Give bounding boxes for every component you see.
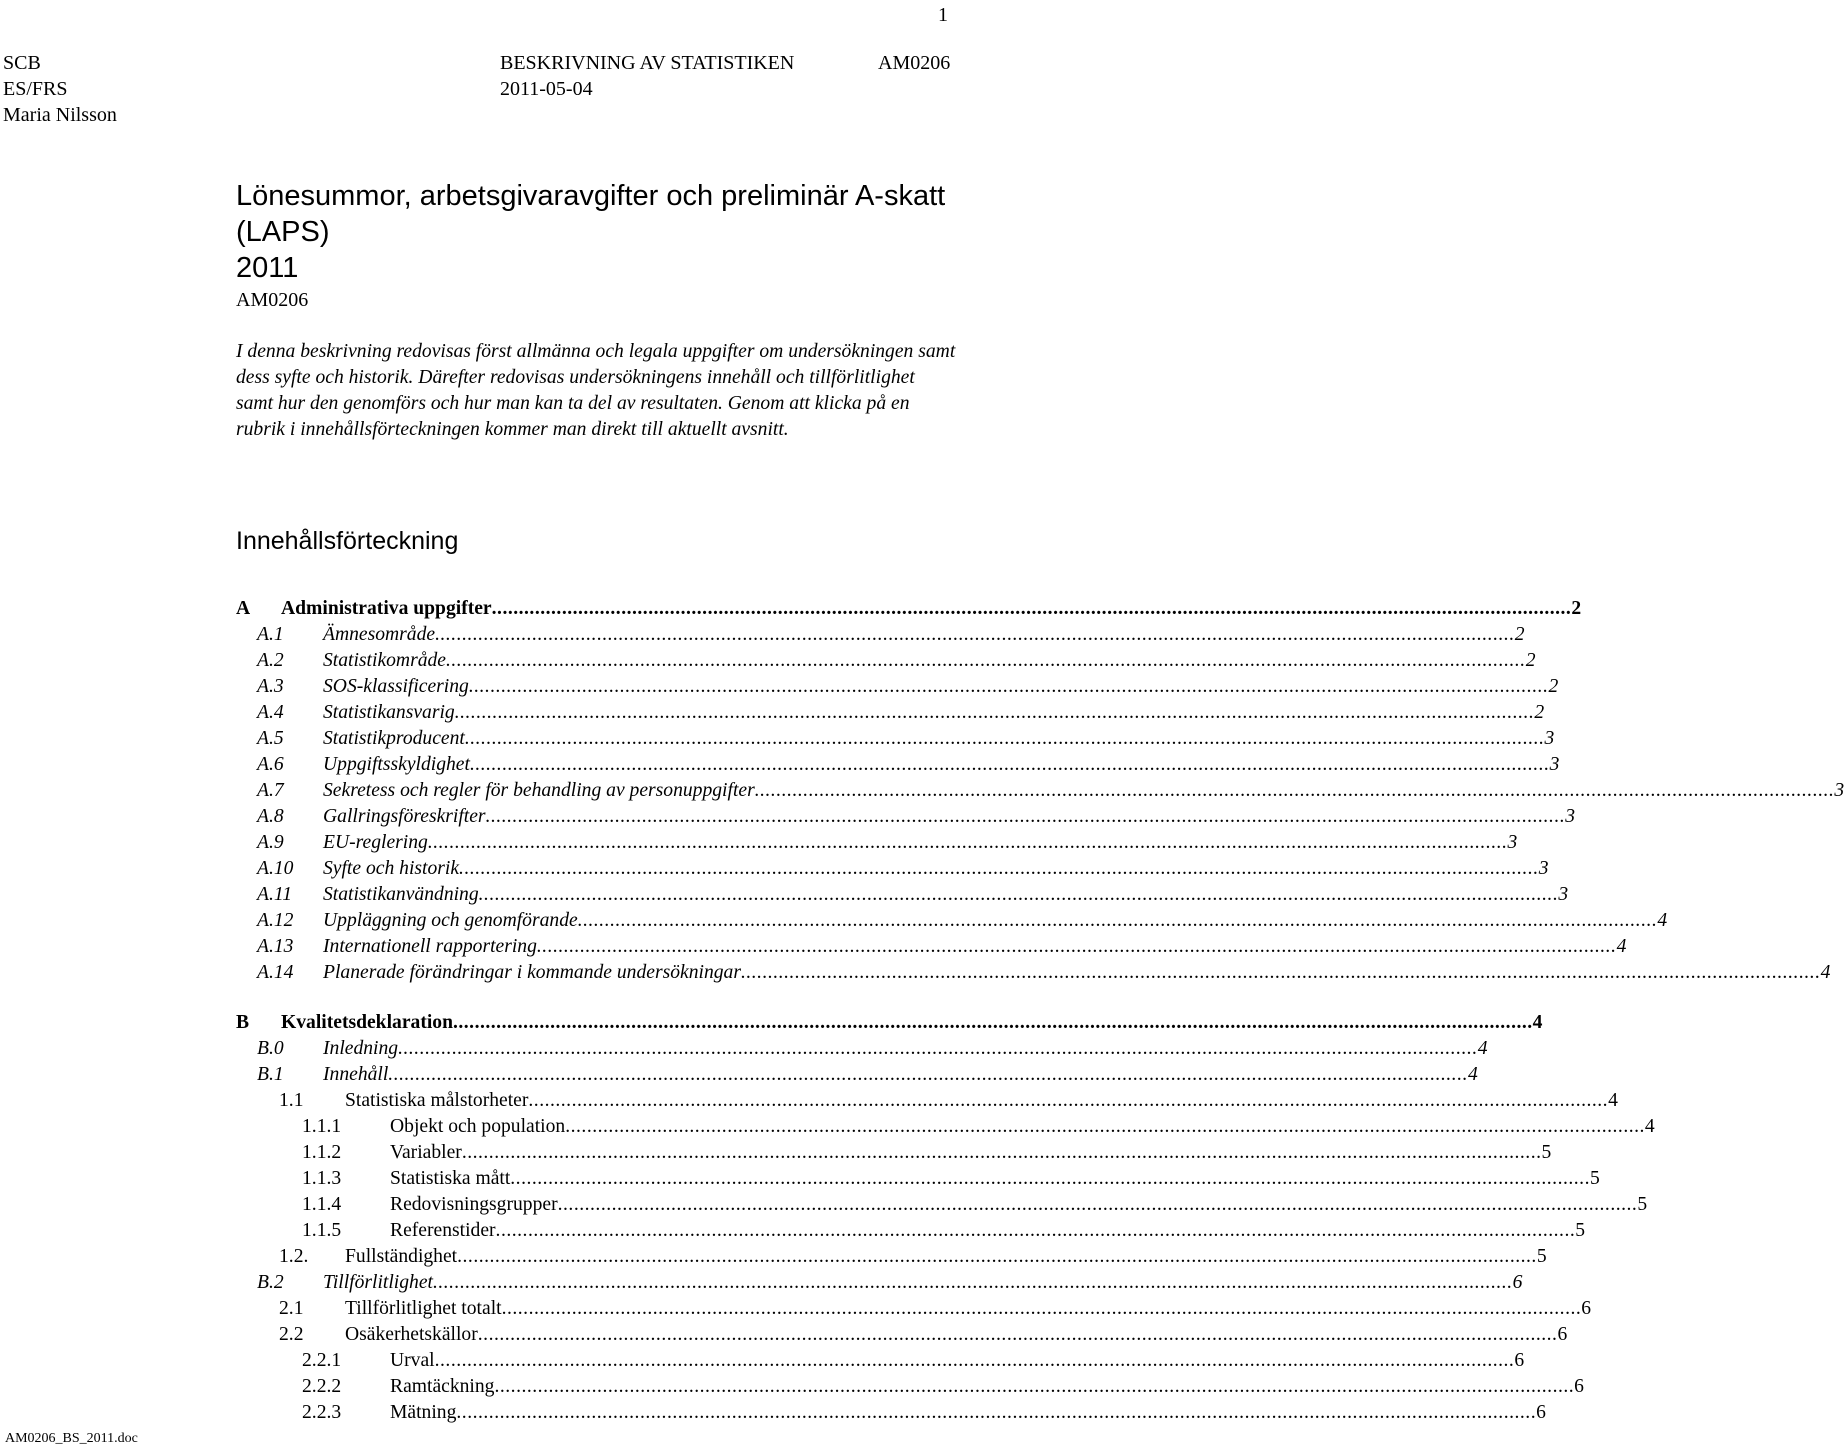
header-code: AM0206 <box>878 52 951 74</box>
toc-leader-dots: ........................................................................................................................................................................................................ <box>435 624 1515 645</box>
toc-entry[interactable] <box>257 1036 1488 1062</box>
toc-entry-number: A.11 <box>257 884 293 905</box>
toc-entry-number: 1.1.2 <box>302 1142 342 1163</box>
document-title: Lönesummor, arbetsgivaravgifter och preliminär A-skatt (LAPS) <box>236 180 946 248</box>
toc-entry[interactable] <box>257 700 1545 726</box>
toc-entry-number: A <box>236 598 251 619</box>
toc-entry-page: 5 <box>1536 1246 1547 1267</box>
toc-entry[interactable] <box>257 882 1569 908</box>
toc-entry-number: A.8 <box>257 806 284 827</box>
toc-entry-page: 2 <box>1514 624 1525 645</box>
toc-entry-label: EU-reglering <box>323 832 428 853</box>
toc-entry-page: 3 <box>1538 858 1549 879</box>
toc-entry-number: A.6 <box>257 754 284 775</box>
toc-entry-page: 5 <box>1637 1194 1648 1215</box>
toc-leader-dots: ........................................................................................................................................................................................................ <box>485 806 1566 827</box>
toc-entry-page: 4 <box>1657 910 1668 931</box>
toc-entry-page: 6 <box>1514 1350 1525 1371</box>
header-unit: ES/FRS <box>3 78 68 100</box>
toc-entry[interactable] <box>257 622 1525 648</box>
toc-entry-number: A.5 <box>257 728 284 749</box>
toc-entry-page: 6 <box>1557 1324 1568 1345</box>
toc-leader-dots: ........................................................................................................................................................................................................ <box>434 1350 1515 1371</box>
toc-entry-label: Tillförlitlighet totalt <box>345 1298 502 1319</box>
toc-entry-number: 1.2. <box>279 1246 309 1267</box>
toc-entry-page: 4 <box>1467 1064 1478 1085</box>
toc-entry-number: B.2 <box>257 1272 284 1293</box>
toc-entry-label: Inledning <box>323 1038 399 1059</box>
toc-entry-label: Innehåll <box>323 1064 389 1085</box>
toc-entry[interactable] <box>236 1010 1543 1036</box>
toc-entry[interactable] <box>257 830 1518 856</box>
toc-entry-page: 3 <box>1507 832 1518 853</box>
toc-entry[interactable] <box>257 752 1560 778</box>
toc-leader-dots: ........................................................................................................................................................................................................ <box>427 832 1508 853</box>
toc-leader-dots: ........................................................................................................................................................................................................ <box>388 1064 1468 1085</box>
toc-entry[interactable] <box>257 908 1668 934</box>
toc-leader-dots: ........................................................................................................................................................................................................ <box>468 676 1549 697</box>
toc-entry-number: A.12 <box>257 910 294 931</box>
toc-entry[interactable] <box>302 1114 1655 1140</box>
toc-entry-label: Administrativa uppgifter <box>281 598 492 619</box>
toc-entry-label: Statistikansvarig <box>323 702 455 723</box>
toc-entry-number: 1.1.5 <box>302 1220 342 1241</box>
toc-entry-label: Fullständighet <box>345 1246 458 1267</box>
toc-entry-label: Referenstider <box>390 1220 496 1241</box>
toc-entry[interactable] <box>279 1088 1618 1114</box>
document-year: 2011 <box>236 252 299 284</box>
toc-entry-label: Statistikområde <box>323 650 446 671</box>
toc-entry-number: 1.1.3 <box>302 1168 342 1189</box>
toc-entry-label: Syfte och historik <box>323 858 460 879</box>
toc-entry[interactable] <box>257 960 1831 986</box>
toc-entry-page: 4 <box>1532 1012 1543 1033</box>
toc-entry-number: 2.2.3 <box>302 1402 342 1423</box>
toc-entry[interactable] <box>302 1348 1525 1374</box>
toc-entry-label: Planerade förändringar i kommande undersökningar <box>323 962 741 983</box>
toc-entry-page: 4 <box>1644 1116 1655 1137</box>
toc-entry-number: A.7 <box>257 780 284 801</box>
toc-entry-number: B.1 <box>257 1064 284 1085</box>
toc-entry-page: 5 <box>1575 1220 1586 1241</box>
toc-leader-dots: ........................................................................................................................................................................................................ <box>432 1272 1513 1293</box>
toc-entry-page: 3 <box>1544 728 1555 749</box>
toc-entry-number: A.2 <box>257 650 284 671</box>
toc-entry-number: 1.1.1 <box>302 1116 342 1137</box>
toc-entry-number: A.13 <box>257 936 294 957</box>
toc-leader-dots: ........................................................................................................................................................................................................ <box>457 1246 1537 1267</box>
toc-entry[interactable] <box>257 1062 1478 1088</box>
toc-leader-dots: ........................................................................................................................................................................................................ <box>557 1194 1638 1215</box>
toc-entry[interactable] <box>302 1140 1552 1166</box>
toc-leader-dots: ........................................................................................................................................................................................................ <box>501 1298 1582 1319</box>
toc-entry-page: 5 <box>1589 1168 1600 1189</box>
toc-entry-page: 3 <box>1565 806 1576 827</box>
intro-paragraph: I denna beskrivning redovisas först allmänna och legala uppgifter om undersökningen samt dess syfte och historik. Därefter redovisas undersökningens innehåll och tillförlitlighet samt hur den genomförs och hur man kan ta del av resultaten. Genom att klicka på en rubrik i innehållsförteckningen kommer man direkt till aktuellt avsnitt. <box>236 341 956 440</box>
toc-entry[interactable] <box>257 804 1576 830</box>
toc-entry[interactable] <box>236 596 1582 622</box>
toc-entry-number: A.9 <box>257 832 284 853</box>
toc-leader-dots: ........................................................................................................................................................................................................ <box>464 728 1545 749</box>
toc-leader-dots: ........................................................................................................................................................................................................ <box>456 1402 1537 1423</box>
toc-entry-page: 6 <box>1536 1402 1546 1423</box>
toc-heading: Innehållsförteckning <box>236 527 459 555</box>
toc-entry-page: 2 <box>1571 598 1582 619</box>
toc-entry-label: Urval <box>390 1350 435 1371</box>
toc-entry-label: Kvalitetsdeklaration <box>281 1012 453 1033</box>
header-date: 2011-05-04 <box>500 78 593 100</box>
toc-entry-number: 2.2 <box>279 1324 304 1345</box>
toc-entry-label: Ramtäckning <box>390 1376 495 1397</box>
toc-entry[interactable] <box>257 1270 1523 1296</box>
document-code: AM0206 <box>236 289 309 311</box>
toc-entry-page: 6 <box>1581 1298 1592 1319</box>
toc-entry-number: A.14 <box>257 962 294 983</box>
toc-leader-dots: ........................................................................................................................................................................................................ <box>494 1376 1575 1397</box>
toc-entry-label: Uppgiftsskyldighet <box>323 754 470 775</box>
toc-entry[interactable] <box>279 1296 1592 1322</box>
toc-entry-number: A.1 <box>257 624 284 645</box>
toc-entry[interactable] <box>302 1192 1648 1218</box>
toc-entry[interactable] <box>279 1244 1547 1270</box>
toc-entry-page: 4 <box>1820 962 1831 983</box>
toc-leader-dots: ........................................................................................................................................................................................................ <box>536 936 1617 957</box>
toc-entry-label: Ämnesområde <box>323 624 436 645</box>
toc-entry[interactable] <box>302 1166 1600 1192</box>
toc-entry-page: 6 <box>1512 1272 1523 1293</box>
toc-entry-label: Statistikanvändning <box>323 884 479 905</box>
toc-entry-number: A.10 <box>257 858 294 879</box>
toc-entry-page: 3 <box>1558 884 1569 905</box>
toc-entry-number: B <box>236 1012 250 1033</box>
toc-entry[interactable] <box>257 934 1627 960</box>
toc-leader-dots: ........................................................................................................................................................................................................ <box>459 858 1539 879</box>
toc-entry[interactable] <box>257 726 1555 752</box>
toc-entry-label: Uppläggning och genomförande <box>323 910 578 931</box>
toc-entry-page: 3 <box>1834 780 1844 801</box>
header-org: SCB <box>3 52 41 74</box>
toc-entry-label: Osäkerhetskällor <box>345 1324 478 1345</box>
toc-entry-number: A.3 <box>257 676 284 697</box>
toc-leader-dots: ........................................................................................................................................................................................................ <box>495 1220 1576 1241</box>
toc-entry-label: Tillförlitlighet <box>323 1272 433 1293</box>
toc-entry[interactable] <box>257 674 1559 700</box>
toc-entry-label: Sekretess och regler för behandling av personuppgifter <box>323 780 755 801</box>
toc-entry-page: 3 <box>1549 754 1560 775</box>
toc-entry-label: Internationell rapportering <box>323 936 537 957</box>
toc-entry-number: A.4 <box>257 702 284 723</box>
toc-entry-page: 2 <box>1534 702 1545 723</box>
toc-entry[interactable] <box>302 1400 1546 1426</box>
toc-entry-label: Variabler <box>390 1142 462 1163</box>
toc-leader-dots: ........................................................................................................................................................................................................ <box>491 598 1572 619</box>
toc-leader-dots: ........................................................................................................................................................................................................ <box>398 1038 1478 1059</box>
toc-leader-dots: ........................................................................................................................................................................................................ <box>446 650 1526 671</box>
footer-filename: AM0206_BS_2011.doc <box>5 1431 138 1446</box>
toc-entry-label: Statistikproducent <box>323 728 465 749</box>
toc-entry[interactable] <box>257 778 1844 804</box>
toc-entry-label: Gallringsföreskrifter <box>323 806 486 827</box>
toc-leader-dots: ........................................................................................................................................................................................................ <box>565 1116 1645 1137</box>
toc-leader-dots: ........................................................................................................................................................................................................ <box>510 1168 1590 1189</box>
toc-entry[interactable] <box>279 1322 1568 1348</box>
toc-leader-dots: ........................................................................................................................................................................................................ <box>477 1324 1558 1345</box>
header-doc-type: BESKRIVNING AV STATISTIKEN <box>500 52 795 74</box>
toc-entry-number: B.0 <box>257 1038 284 1059</box>
toc-leader-dots: ........................................................................................................................................................................................................ <box>461 1142 1542 1163</box>
toc-leader-dots: ........................................................................................................................................................................................................ <box>452 1012 1533 1033</box>
toc-entry-number: 2.1 <box>279 1298 304 1319</box>
toc-entry-number: 1.1 <box>279 1090 304 1111</box>
toc-entry-page: 5 <box>1541 1142 1552 1163</box>
toc-entry[interactable] <box>302 1218 1586 1244</box>
toc-entry-label: Statistiska målstorheter <box>345 1090 529 1111</box>
toc-leader-dots: ........................................................................................................................................................................................................ <box>577 910 1658 931</box>
toc-entry-label: Objekt och population <box>390 1116 566 1137</box>
toc-entry[interactable] <box>257 856 1549 882</box>
toc-leader-dots: ........................................................................................................................................................................................................ <box>740 962 1821 983</box>
toc-leader-dots: ........................................................................................................................................................................................................ <box>469 754 1550 775</box>
toc-entry-number: 2.2.1 <box>302 1350 342 1371</box>
toc-entry-page: 2 <box>1548 676 1559 697</box>
toc-leader-dots: ........................................................................................................................................................................................................ <box>454 702 1535 723</box>
toc-entry-label: SOS-klassificering <box>323 676 469 697</box>
page-number: 1 <box>938 4 948 26</box>
toc-entry-number: 1.1.4 <box>302 1194 342 1215</box>
toc-leader-dots: ........................................................................................................................................................................................................ <box>478 884 1559 905</box>
toc-entry-number: 2.2.2 <box>302 1376 342 1397</box>
toc-entry[interactable] <box>302 1374 1584 1400</box>
toc-entry-page: 4 <box>1477 1038 1488 1059</box>
toc-entry-page: 6 <box>1574 1376 1584 1397</box>
toc-entry-label: Mätning <box>390 1402 457 1423</box>
toc-entry-page: 4 <box>1616 936 1627 957</box>
toc-leader-dots: ........................................................................................................................................................................................................ <box>528 1090 1609 1111</box>
toc-entry[interactable] <box>257 648 1536 674</box>
toc-entry-label: Statistiska mått <box>390 1168 511 1189</box>
toc-entry-page: 2 <box>1525 650 1536 671</box>
toc-entry-page: 4 <box>1608 1090 1618 1111</box>
toc-leader-dots: ........................................................................................................................................................................................................ <box>754 780 1835 801</box>
header-author: Maria Nilsson <box>3 104 117 126</box>
toc-entry-label: Redovisningsgrupper <box>390 1194 558 1215</box>
